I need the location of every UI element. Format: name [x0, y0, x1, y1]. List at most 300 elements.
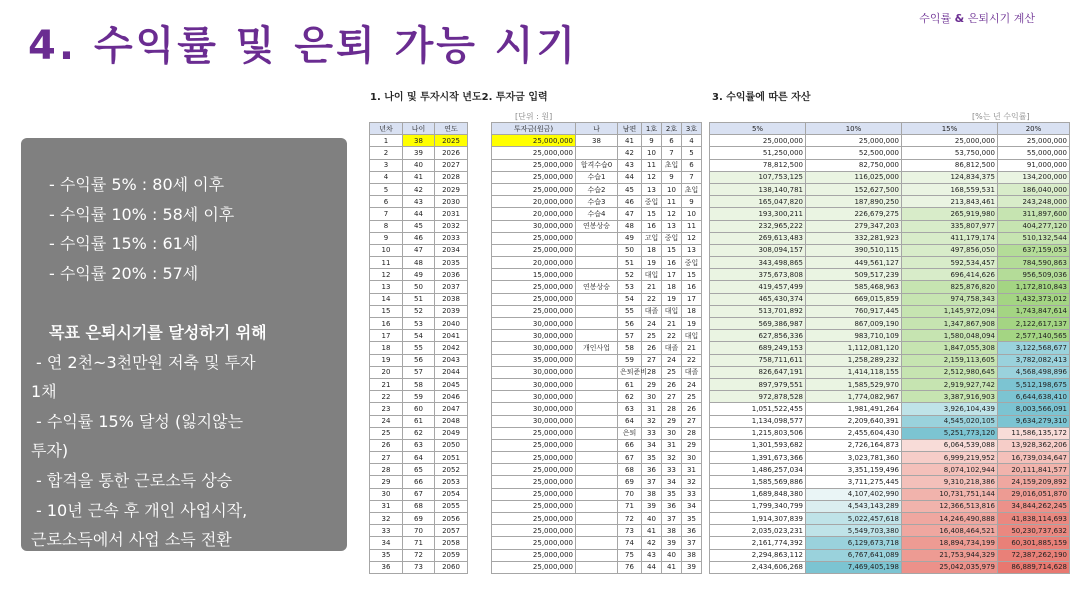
table-row [492, 354, 702, 366]
table-cell: 7,469,405,198 [806, 561, 902, 573]
table-cell: 2,512,980,645 [902, 366, 998, 378]
table-cell: 41 [403, 171, 435, 183]
table-row [370, 135, 468, 147]
table-row [370, 330, 468, 342]
table-cell: 12,366,513,816 [902, 500, 998, 512]
table-cell: 332,281,923 [806, 232, 902, 244]
table-cell [576, 403, 618, 415]
table-cell: 311,897,600 [998, 208, 1070, 220]
table-row [492, 220, 702, 232]
table-cell: 15 [662, 244, 682, 256]
table-cell: 32 [682, 476, 702, 488]
table-cell: 9,634,279,310 [998, 415, 1070, 427]
table-row [710, 378, 1070, 390]
table-cell: 39 [662, 537, 682, 549]
table-cell: 중입 [682, 257, 702, 269]
table-cell: 1,414,118,155 [806, 366, 902, 378]
table-cell: 3,387,916,903 [902, 391, 998, 403]
table-row [370, 452, 468, 464]
table-cell: 25,000,000 [492, 464, 576, 476]
table-cell: 187,890,250 [806, 196, 902, 208]
table-cell: 37 [682, 537, 702, 549]
table-cell: 2031 [435, 208, 468, 220]
table-cell: 67 [618, 452, 642, 464]
table-cell: 50,230,737,632 [998, 525, 1070, 537]
table-cell: 2,159,113,605 [902, 354, 998, 366]
table-cell: 35 [662, 488, 682, 500]
table-cell: 대졸 [662, 342, 682, 354]
table-cell: 193,300,211 [710, 208, 806, 220]
table-row [370, 269, 468, 281]
table-cell: 28 [642, 366, 662, 378]
table-cell: 2045 [435, 378, 468, 390]
table-cell: 867,009,190 [806, 318, 902, 330]
table-row [710, 281, 1070, 293]
table-cell: 627,856,336 [710, 330, 806, 342]
summary-line: - 10년 근속 후 개인 사업시작, [36, 500, 248, 520]
table-cell: 70 [403, 525, 435, 537]
table-cell: 5,512,198,675 [998, 378, 1070, 390]
table-cell: 72 [618, 513, 642, 525]
table-cell: 8,003,566,091 [998, 403, 1070, 415]
table-cell: 34 [642, 439, 662, 451]
table-cell [576, 464, 618, 476]
table-row [710, 476, 1070, 488]
table-cell: 36 [682, 525, 702, 537]
column-header: 나 [576, 123, 618, 135]
table-cell: 3,711,275,445 [806, 476, 902, 488]
table-cell: 중입 [662, 232, 682, 244]
table-row [710, 159, 1070, 171]
table-cell: 13 [682, 244, 702, 256]
table-cell [576, 318, 618, 330]
table-cell: 57 [618, 330, 642, 342]
table-cell: 36 [642, 464, 662, 476]
table-cell: 13 [662, 220, 682, 232]
table-cell: 16 [662, 257, 682, 269]
table-cell: 합격수습0 [576, 159, 618, 171]
table-cell: 4,107,402,990 [806, 488, 902, 500]
table-row [370, 159, 468, 171]
table-row [370, 378, 468, 390]
table-cell: 2028 [435, 171, 468, 183]
table-cell: 수습3 [576, 196, 618, 208]
table-cell: 1,134,098,577 [710, 415, 806, 427]
table-row [370, 342, 468, 354]
table-cell [576, 305, 618, 317]
table-cell: 50 [403, 281, 435, 293]
table-cell: 19 [370, 354, 403, 366]
table-cell: 10 [370, 244, 403, 256]
table-cell [576, 439, 618, 451]
table-cell: 2060 [435, 561, 468, 573]
table-cell: 375,673,808 [710, 269, 806, 281]
table-cell: 12 [370, 269, 403, 281]
table-row [492, 513, 702, 525]
table-cell [576, 561, 618, 573]
table-cell: 669,015,859 [806, 293, 902, 305]
table-row [492, 391, 702, 403]
table-cell [576, 427, 618, 439]
table-cell: 연봉상승 [576, 281, 618, 293]
table-cell: 1,258,289,232 [806, 354, 902, 366]
table-cell: 개인사업 [576, 342, 618, 354]
table-row [710, 318, 1070, 330]
table-cell: 55,000,000 [998, 147, 1070, 159]
table-cell: 5 [370, 183, 403, 195]
table-cell: 637,159,053 [998, 244, 1070, 256]
table-cell: 2058 [435, 537, 468, 549]
table-cell: 9 [370, 232, 403, 244]
table-cell: 956,509,036 [998, 269, 1070, 281]
table-cell: 6 [370, 196, 403, 208]
table-cell: 2057 [435, 525, 468, 537]
table-row [492, 318, 702, 330]
table-cell: 39 [642, 500, 662, 512]
table-cell: 419,457,499 [710, 281, 806, 293]
table-cell: 2030 [435, 196, 468, 208]
table-cell: 124,834,375 [902, 171, 998, 183]
table-row [710, 183, 1070, 195]
table-cell: 48 [403, 257, 435, 269]
table-cell: 9,310,218,386 [902, 476, 998, 488]
table-row [492, 183, 702, 195]
table-cell: 71 [618, 500, 642, 512]
table-cell: 25,000,000 [492, 244, 576, 256]
summary-line: 목표 은퇴시기를 달성하기 위해 [49, 322, 267, 342]
table-cell [576, 232, 618, 244]
table-cell: 21 [370, 378, 403, 390]
table-cell: 21 [642, 281, 662, 293]
table-cell [576, 415, 618, 427]
table-cell: 32 [662, 452, 682, 464]
table-cell: 86,812,500 [902, 159, 998, 171]
table-cell: 449,561,127 [806, 257, 902, 269]
table-cell: 64 [403, 452, 435, 464]
summary-line: - 연 2천~3천만원 저축 및 투자 [36, 352, 256, 372]
table-cell: 213,843,461 [902, 196, 998, 208]
table-row [710, 244, 1070, 256]
table-cell: 34,844,262,245 [998, 500, 1070, 512]
table-row [710, 549, 1070, 561]
table-row [710, 196, 1070, 208]
table-cell: 25,000,000 [492, 561, 576, 573]
table-cell: 중입 [642, 196, 662, 208]
table-row [492, 281, 702, 293]
table-cell: 2046 [435, 391, 468, 403]
table-row [492, 305, 702, 317]
subtitle-part-b: 은퇴시기 계산 [964, 12, 1035, 25]
table-cell: 43 [403, 196, 435, 208]
table-cell: 29 [682, 439, 702, 451]
table-row [492, 171, 702, 183]
table-cell: 30 [662, 427, 682, 439]
summary-line: 투자) [31, 441, 69, 461]
table-cell: 9 [682, 196, 702, 208]
table-cell: 2043 [435, 354, 468, 366]
table-row [492, 525, 702, 537]
table-row [370, 525, 468, 537]
table-cell: 404,277,120 [998, 220, 1070, 232]
table-cell: 411,179,174 [902, 232, 998, 244]
table-cell: 696,414,626 [902, 269, 998, 281]
table-row [710, 452, 1070, 464]
table-cell: 37 [642, 476, 662, 488]
table-cell: 5,022,457,618 [806, 513, 902, 525]
table-cell: 은퇴 [618, 427, 642, 439]
table-cell: 30,000,000 [492, 415, 576, 427]
column-header: 10% [806, 123, 902, 135]
table-row [710, 403, 1070, 415]
table-row [370, 183, 468, 195]
table-row [370, 232, 468, 244]
table-row [492, 257, 702, 269]
table-cell: 35 [682, 513, 702, 525]
table-cell: 16,739,034,647 [998, 452, 1070, 464]
table-cell: 6,644,638,410 [998, 391, 1070, 403]
table-cell [576, 147, 618, 159]
table-cell: 고입 [642, 232, 662, 244]
table-cell: 15 [642, 208, 662, 220]
page-title: 4. 수익률 및 은퇴 가능 시기 [28, 23, 579, 69]
table-cell: 4 [682, 135, 702, 147]
table-row [710, 232, 1070, 244]
table-cell: 62 [403, 427, 435, 439]
table-cell: 2,455,604,430 [806, 427, 902, 439]
table-cell: 76 [618, 561, 642, 573]
table-cell: 36 [370, 561, 403, 573]
table-cell: 1,580,048,094 [902, 330, 998, 342]
table-cell: 18 [682, 305, 702, 317]
table-cell: 38 [662, 525, 682, 537]
table-cell: 1,914,307,839 [710, 513, 806, 525]
table-cell: 15 [682, 269, 702, 281]
table-cell: 2,294,863,112 [710, 549, 806, 561]
table-cell: 31 [662, 439, 682, 451]
table-cell: 대졸 [642, 305, 662, 317]
table-cell: 2037 [435, 281, 468, 293]
table-cell: 592,534,457 [902, 257, 998, 269]
table-cell: 25,000,000 [492, 476, 576, 488]
table-cell: 30,000,000 [492, 378, 576, 390]
table-cell: 72 [403, 549, 435, 561]
table-cell: 59 [618, 354, 642, 366]
table-cell: 61 [403, 415, 435, 427]
table-cell: 11 [370, 257, 403, 269]
table-row [710, 464, 1070, 476]
table-cell: 50 [618, 244, 642, 256]
table-cell [576, 476, 618, 488]
table-row [370, 464, 468, 476]
table-cell: 44 [642, 561, 662, 573]
table-cell: 19 [642, 257, 662, 269]
table-cell: 25,000,000 [492, 525, 576, 537]
table-cell: 52 [403, 305, 435, 317]
table-cell: 33 [642, 427, 662, 439]
table-cell: 1,799,340,799 [710, 500, 806, 512]
table-cell: 2,434,606,268 [710, 561, 806, 573]
table-cell: 269,613,483 [710, 232, 806, 244]
table-row [492, 439, 702, 451]
table-cell: 1,981,491,264 [806, 403, 902, 415]
table-row [370, 561, 468, 573]
table-cell: 25,000,000 [492, 439, 576, 451]
table-row [492, 378, 702, 390]
table-row [370, 220, 468, 232]
table-cell: 43 [642, 549, 662, 561]
table-cell: 41 [662, 561, 682, 573]
table-cell: 20,000,000 [492, 257, 576, 269]
table-row [710, 147, 1070, 159]
table-cell: 66 [618, 439, 642, 451]
table-cell: 28 [662, 403, 682, 415]
table-cell: 30 [370, 488, 403, 500]
table-cell: 2042 [435, 342, 468, 354]
table-cell: 66 [403, 476, 435, 488]
table-cell: 6 [682, 159, 702, 171]
table-cell [576, 330, 618, 342]
table-cell: 55 [618, 305, 642, 317]
table-cell: 1,051,522,455 [710, 403, 806, 415]
table-cell: 4 [370, 171, 403, 183]
table-cell: 2059 [435, 549, 468, 561]
table-row [370, 354, 468, 366]
table-cell: 42 [403, 183, 435, 195]
table-cell: 585,468,963 [806, 281, 902, 293]
table-cell: 11 [682, 220, 702, 232]
table-cell: 44 [403, 208, 435, 220]
table-row [492, 500, 702, 512]
table-cell [576, 537, 618, 549]
table-row [370, 196, 468, 208]
table-cell: 12 [662, 208, 682, 220]
table-cell: 1 [370, 135, 403, 147]
table-cell: 21 [682, 342, 702, 354]
table-cell: 308,094,157 [710, 244, 806, 256]
table-row [710, 561, 1070, 573]
table-cell: 41,838,114,693 [998, 513, 1070, 525]
table-cell: 25 [662, 366, 682, 378]
table-cell: 56 [403, 354, 435, 366]
table-cell: 186,040,000 [998, 183, 1070, 195]
table-row [492, 244, 702, 256]
table-cell: 4,543,143,289 [806, 500, 902, 512]
table-row [370, 171, 468, 183]
column-header: 나이 [403, 123, 435, 135]
table-cell: 40 [403, 159, 435, 171]
table-row [492, 342, 702, 354]
table-cell: 2 [370, 147, 403, 159]
summary-line: 1채 [31, 382, 57, 402]
table-cell: 25,000,000 [492, 135, 576, 147]
table-cell: 138,140,781 [710, 183, 806, 195]
table-row [710, 342, 1070, 354]
table-cell: 25,000,000 [492, 293, 576, 305]
table-cell: 2040 [435, 318, 468, 330]
table-cell [576, 366, 618, 378]
table-cell [576, 391, 618, 403]
table-cell: 760,917,445 [806, 305, 902, 317]
table-cell: 63 [403, 439, 435, 451]
table-row [492, 269, 702, 281]
table-row [710, 366, 1070, 378]
investment-table [491, 122, 702, 574]
table-cell: 11 [642, 159, 662, 171]
header-subtitle [919, 10, 1035, 26]
table-cell [576, 354, 618, 366]
table-cell: 20,000,000 [492, 208, 576, 220]
table-cell: 20,111,841,577 [998, 464, 1070, 476]
table-cell: 2032 [435, 220, 468, 232]
table-cell: 73 [403, 561, 435, 573]
table-row [492, 232, 702, 244]
table-cell: 25,000,000 [492, 147, 576, 159]
table-cell [576, 244, 618, 256]
table-row [370, 208, 468, 220]
table-cell: 41 [618, 135, 642, 147]
table-cell: 390,510,115 [806, 244, 902, 256]
table-cell: 2,161,774,392 [710, 537, 806, 549]
table-cell: 1,112,081,120 [806, 342, 902, 354]
table-cell: 2033 [435, 232, 468, 244]
table-cell: 27 [662, 391, 682, 403]
table-row [710, 427, 1070, 439]
table-row [492, 159, 702, 171]
table-row [710, 305, 1070, 317]
table-row [370, 318, 468, 330]
table-cell: 6,064,539,088 [902, 439, 998, 451]
table-cell: 13 [642, 183, 662, 195]
table-row [492, 415, 702, 427]
table-cell: 33 [370, 525, 403, 537]
table-cell: 2053 [435, 476, 468, 488]
table-cell: 10 [682, 208, 702, 220]
table-cell: 37 [662, 513, 682, 525]
table-cell: 49 [403, 269, 435, 281]
table-cell: 3 [370, 159, 403, 171]
table-cell: 60,301,885,159 [998, 537, 1070, 549]
table-cell: 6 [662, 135, 682, 147]
table-cell: 21,753,944,329 [902, 549, 998, 561]
table-cell: 30,000,000 [492, 220, 576, 232]
table-cell: 1,585,569,886 [710, 476, 806, 488]
table-row [492, 366, 702, 378]
table-cell: 825,876,820 [902, 281, 998, 293]
table-cell: 2,122,617,137 [998, 318, 1070, 330]
table-cell: 1,847,055,308 [902, 342, 998, 354]
table-cell: 69 [618, 476, 642, 488]
table-cell: 36 [662, 500, 682, 512]
table-cell: 9 [642, 135, 662, 147]
table-cell [576, 488, 618, 500]
table-cell: 30,000,000 [492, 403, 576, 415]
table-cell: 2034 [435, 244, 468, 256]
table-row [710, 354, 1070, 366]
table-row [370, 513, 468, 525]
rate-unit-label: [%는 년 수익률] [972, 112, 1030, 121]
table-row [710, 330, 1070, 342]
section-1-title: 1. 나이 및 투자시작 년도2. 투자금 입력 [370, 92, 548, 103]
table-cell: 수습1 [576, 171, 618, 183]
table-cell: 연봉상승 [576, 220, 618, 232]
table-cell: 58 [403, 378, 435, 390]
table-cell: 은퇴준비 [618, 366, 642, 378]
table-cell: 116,025,000 [806, 171, 902, 183]
table-cell: 14 [370, 293, 403, 305]
table-cell: 53 [618, 281, 642, 293]
table-cell: 513,701,892 [710, 305, 806, 317]
table-cell: 3,122,568,677 [998, 342, 1070, 354]
